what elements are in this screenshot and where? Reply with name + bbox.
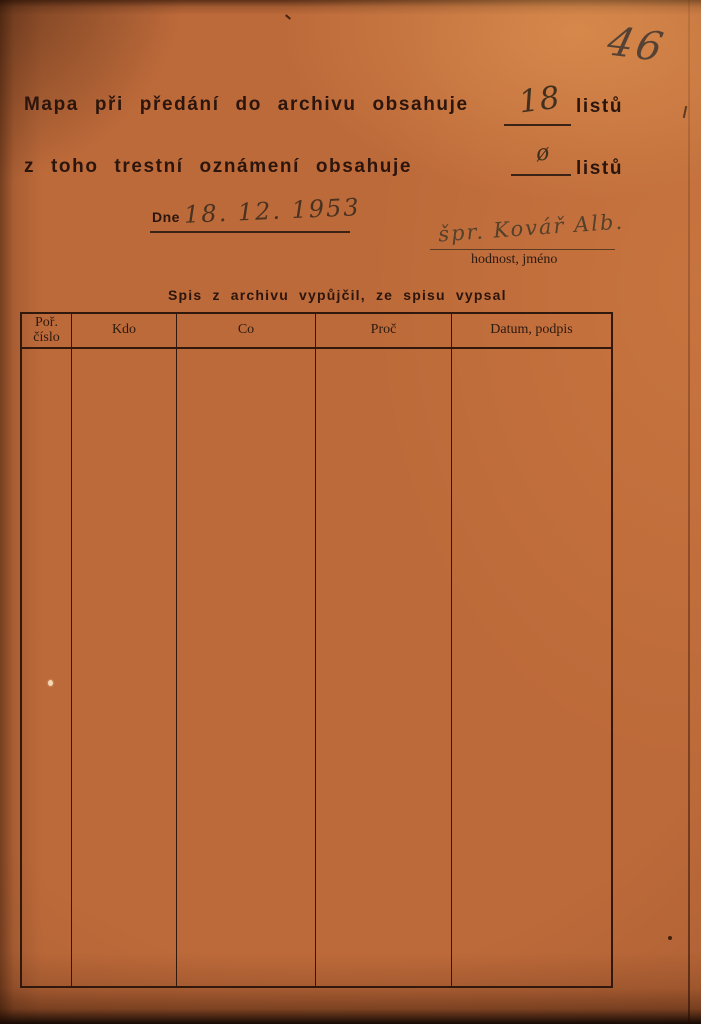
pencil-mark <box>683 106 687 118</box>
line1-suffix-label: listů <box>576 96 624 117</box>
line1-handwritten-count: 18 <box>516 79 563 121</box>
empty-cell <box>177 349 316 986</box>
column-header-why: Proč <box>316 314 452 347</box>
date-label: Dne <box>152 209 180 225</box>
column-header-who: Kdo <box>72 314 177 347</box>
empty-cell <box>452 349 611 986</box>
date-fill-in-rule <box>150 231 350 233</box>
line2-suffix-label: listů <box>576 158 624 179</box>
line1-fill-in-rule <box>504 124 571 126</box>
column-header-label: Poř. číslo <box>33 314 60 345</box>
paper-speck <box>285 14 291 19</box>
table-header-row <box>22 314 611 349</box>
paper-speck <box>668 936 672 940</box>
line2-printed-label: z toho trestní oznámení obsahuje <box>24 156 413 177</box>
signature-caption: hodnost, jméno <box>471 252 558 267</box>
column-header-what: Co <box>177 314 316 347</box>
loan-record-table <box>20 312 613 988</box>
table-empty-body-row <box>22 349 611 986</box>
line1-printed-label: Mapa při předání do archivu obsahuje <box>24 94 469 115</box>
signature-rule <box>430 249 615 250</box>
handwritten-signature: špr. Kovář Alb. <box>437 209 625 247</box>
column-header-serial-number <box>22 314 72 347</box>
paper-speck <box>48 680 53 686</box>
empty-cell <box>316 349 452 986</box>
column-header-date-signature: Datum, podpis <box>490 322 573 338</box>
line2-handwritten-count: ø <box>534 140 551 167</box>
handwritten-date: 18. 12. 1953 <box>183 193 362 229</box>
empty-cell <box>22 349 72 986</box>
table-caption: Spis z archivu vypůjčil, ze spisu vypsal <box>168 287 507 303</box>
empty-cell <box>72 349 177 986</box>
paper-crease-line <box>688 0 690 1024</box>
handwritten-corner-number: 46 <box>603 18 670 72</box>
line2-fill-in-rule <box>511 174 571 176</box>
